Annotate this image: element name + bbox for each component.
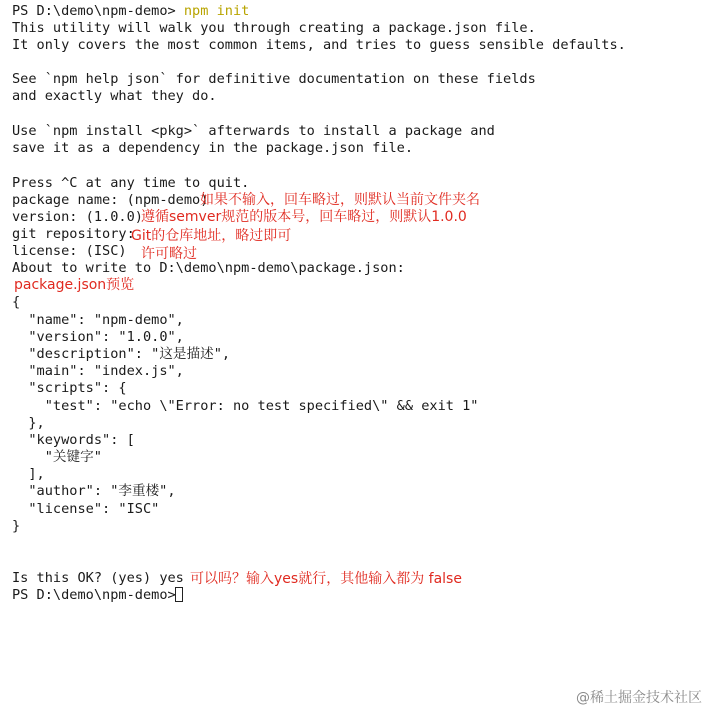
json-line: "main": "index.js", — [12, 363, 184, 379]
output-line: About to write to D:\demo\npm-demo\package.json: — [12, 260, 405, 276]
command-npm-init: npm init — [183, 3, 250, 19]
annotation-git-repository: Git的仓库地址，略过即可 — [131, 228, 292, 244]
annotation-package-name: 如果不输入，回车略过，则默认当前文件夹名 — [200, 192, 480, 208]
json-line: "test": "echo \"Error: no test specified\" && exit 1" — [12, 398, 479, 414]
annotation-license: 许可略过 — [141, 246, 197, 262]
output-line: See `npm help json` for definitive documentation on these fields — [12, 71, 536, 87]
confirm-prompt: Is this OK? (yes) yes — [12, 570, 184, 586]
final-prompt: PS D:\demo\npm-demo> — [12, 587, 184, 603]
json-line: "scripts": { — [12, 380, 127, 396]
json-line: } — [12, 518, 21, 534]
watermark: @稀土掘金技术社区 — [576, 690, 702, 706]
json-line: "version": "1.0.0", — [12, 329, 184, 345]
output-line: and exactly what they do. — [12, 88, 217, 104]
json-line: "author": "李重楼", — [12, 483, 176, 499]
json-line: "关键字" — [12, 449, 102, 465]
git-repository-prompt: git repository: — [12, 226, 135, 242]
output-line: This utility will walk you through creating a package.json file. — [12, 20, 536, 36]
prompt: PS D:\demo\npm-demo> — [12, 3, 184, 19]
json-line: "keywords": [ — [12, 432, 135, 448]
json-line: "license": "ISC" — [12, 501, 160, 517]
json-line: "description": "这是描述", — [12, 346, 231, 362]
output-line: save it as a dependency in the package.json file. — [12, 140, 414, 156]
package-name-prompt: package name: (npm-demo) — [12, 192, 209, 208]
json-line: }, — [12, 415, 45, 431]
annotation-preview: package.json预览 — [14, 277, 135, 293]
json-line: { — [12, 294, 21, 310]
json-line: ], — [12, 466, 45, 482]
version-prompt: version: (1.0.0) — [12, 209, 143, 225]
output-line: Use `npm install <pkg>` afterwards to install a package and — [12, 123, 495, 139]
license-prompt: license: (ISC) — [12, 243, 127, 259]
annotation-confirm: 可以吗？输入yes就行，其他输入都为 false — [190, 571, 462, 587]
annotation-version: 遵循semver规范的版本号，回车略过，则默认1.0.0 — [141, 209, 467, 225]
terminal-cursor[interactable] — [175, 587, 183, 602]
command-prompt-line — [12, 3, 249, 20]
output-line: Press ^C at any time to quit. — [12, 175, 250, 191]
output-line: It only covers the most common items, and tries to guess sensible defaults. — [12, 37, 626, 53]
json-line: "name": "npm-demo", — [12, 312, 184, 328]
